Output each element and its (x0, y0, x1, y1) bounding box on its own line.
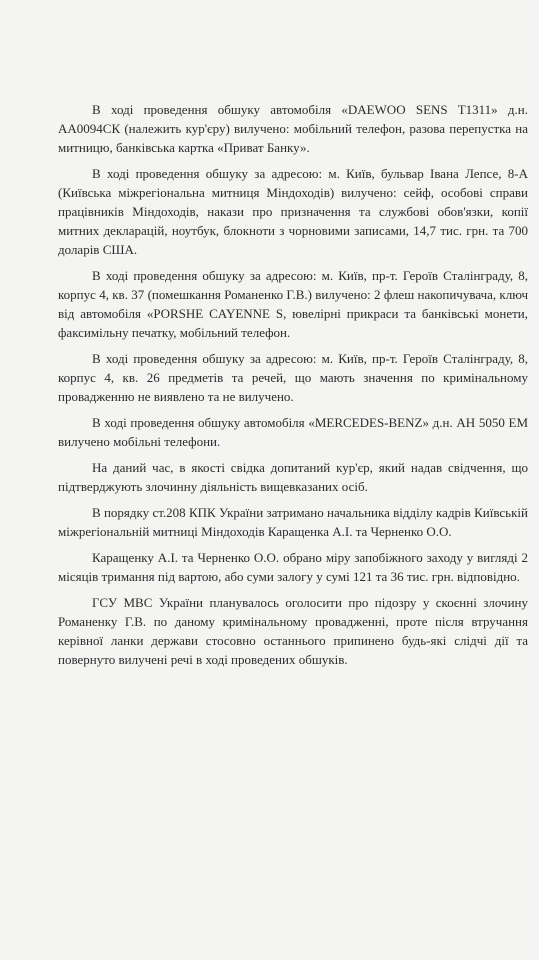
paragraph-search-lepse: В ході проведення обшуку за адресою: м. Київ, бульвар Івана Лепсе, 8-А (Київська міжрегіональна митниця Міндоходів) вилучено: сейф, особові справи працівників Міндоходів, накази про призначення та службові обов'язки, копії митних декларацій, ноутбук, блокноти з чорновими записами, 14,7 тис. грн. та 700 доларів США. (58, 166, 528, 257)
paragraph-car-search-mercedes: В ході проведення обшуку автомобіля «MERCEDES-BENZ» д.н. АН 5050 ЕМ вилучено мобільні телефони. (58, 415, 528, 449)
paragraph-search-apartment-37: В ході проведення обшуку за адресою: м. Київ, пр-т. Героїв Сталінграду, 8, корпус 4, кв. 37 (помешкання Романенко Г.В.) вилучено: 2 флеш накопичувача, ключ від автомобіля «PORSHE CAYENNE S, ювелірні прикраси та банківські монети, факсимільну печатку, мобільний телефон. (58, 268, 528, 340)
document-body (58, 100, 528, 676)
paragraph-suspicion: ГСУ МВС України планувалось оголосити про підозру у скоєнні злочину Романенку Г.В. по даному кримінальному провадженні, проте після втручання керівної ланки держави стосовно останнього припинено будь-які слідчі дії та повернуто вилучені речі в ході проведених обшуків. (58, 595, 528, 667)
paragraph-detention: В порядку ст.208 КПК України затримано начальника відділу кадрів Київській міжрегіональній митниці Міндоходів Каращенка А.І. та Черненко О.О. (58, 505, 528, 539)
paragraph-car-search-daewoo: В ході проведення обшуку автомобіля «DAEWOO SENS T1311» д.н. АА0094СК (належить кур'єру) вилучено: мобільний телефон, разова перепустка на митницю, банківська картка «Приват Банку». (58, 102, 528, 155)
paragraph-preventive-measure: Каращенку А.І. та Черненко О.О. обрано міру запобіжного заходу у вигляді 2 місяців тримання під вартою, або суми залогу у сумі 121 та 36 тис. грн. відповідно. (58, 550, 528, 584)
paragraph-search-apartment-26: В ході проведення обшуку за адресою: м. Київ, пр-т. Героїв Сталінграду, 8, корпус 4, кв. 26 предметів та речей, що мають значення по кримінальному провадженню не виявлено та не вилучено. (58, 351, 528, 404)
paragraph-witness: На даний час, в якості свідка допитаний кур'єр, який надав свідчення, що підтверджують злочинну діяльність вищевказаних осіб. (58, 460, 528, 494)
